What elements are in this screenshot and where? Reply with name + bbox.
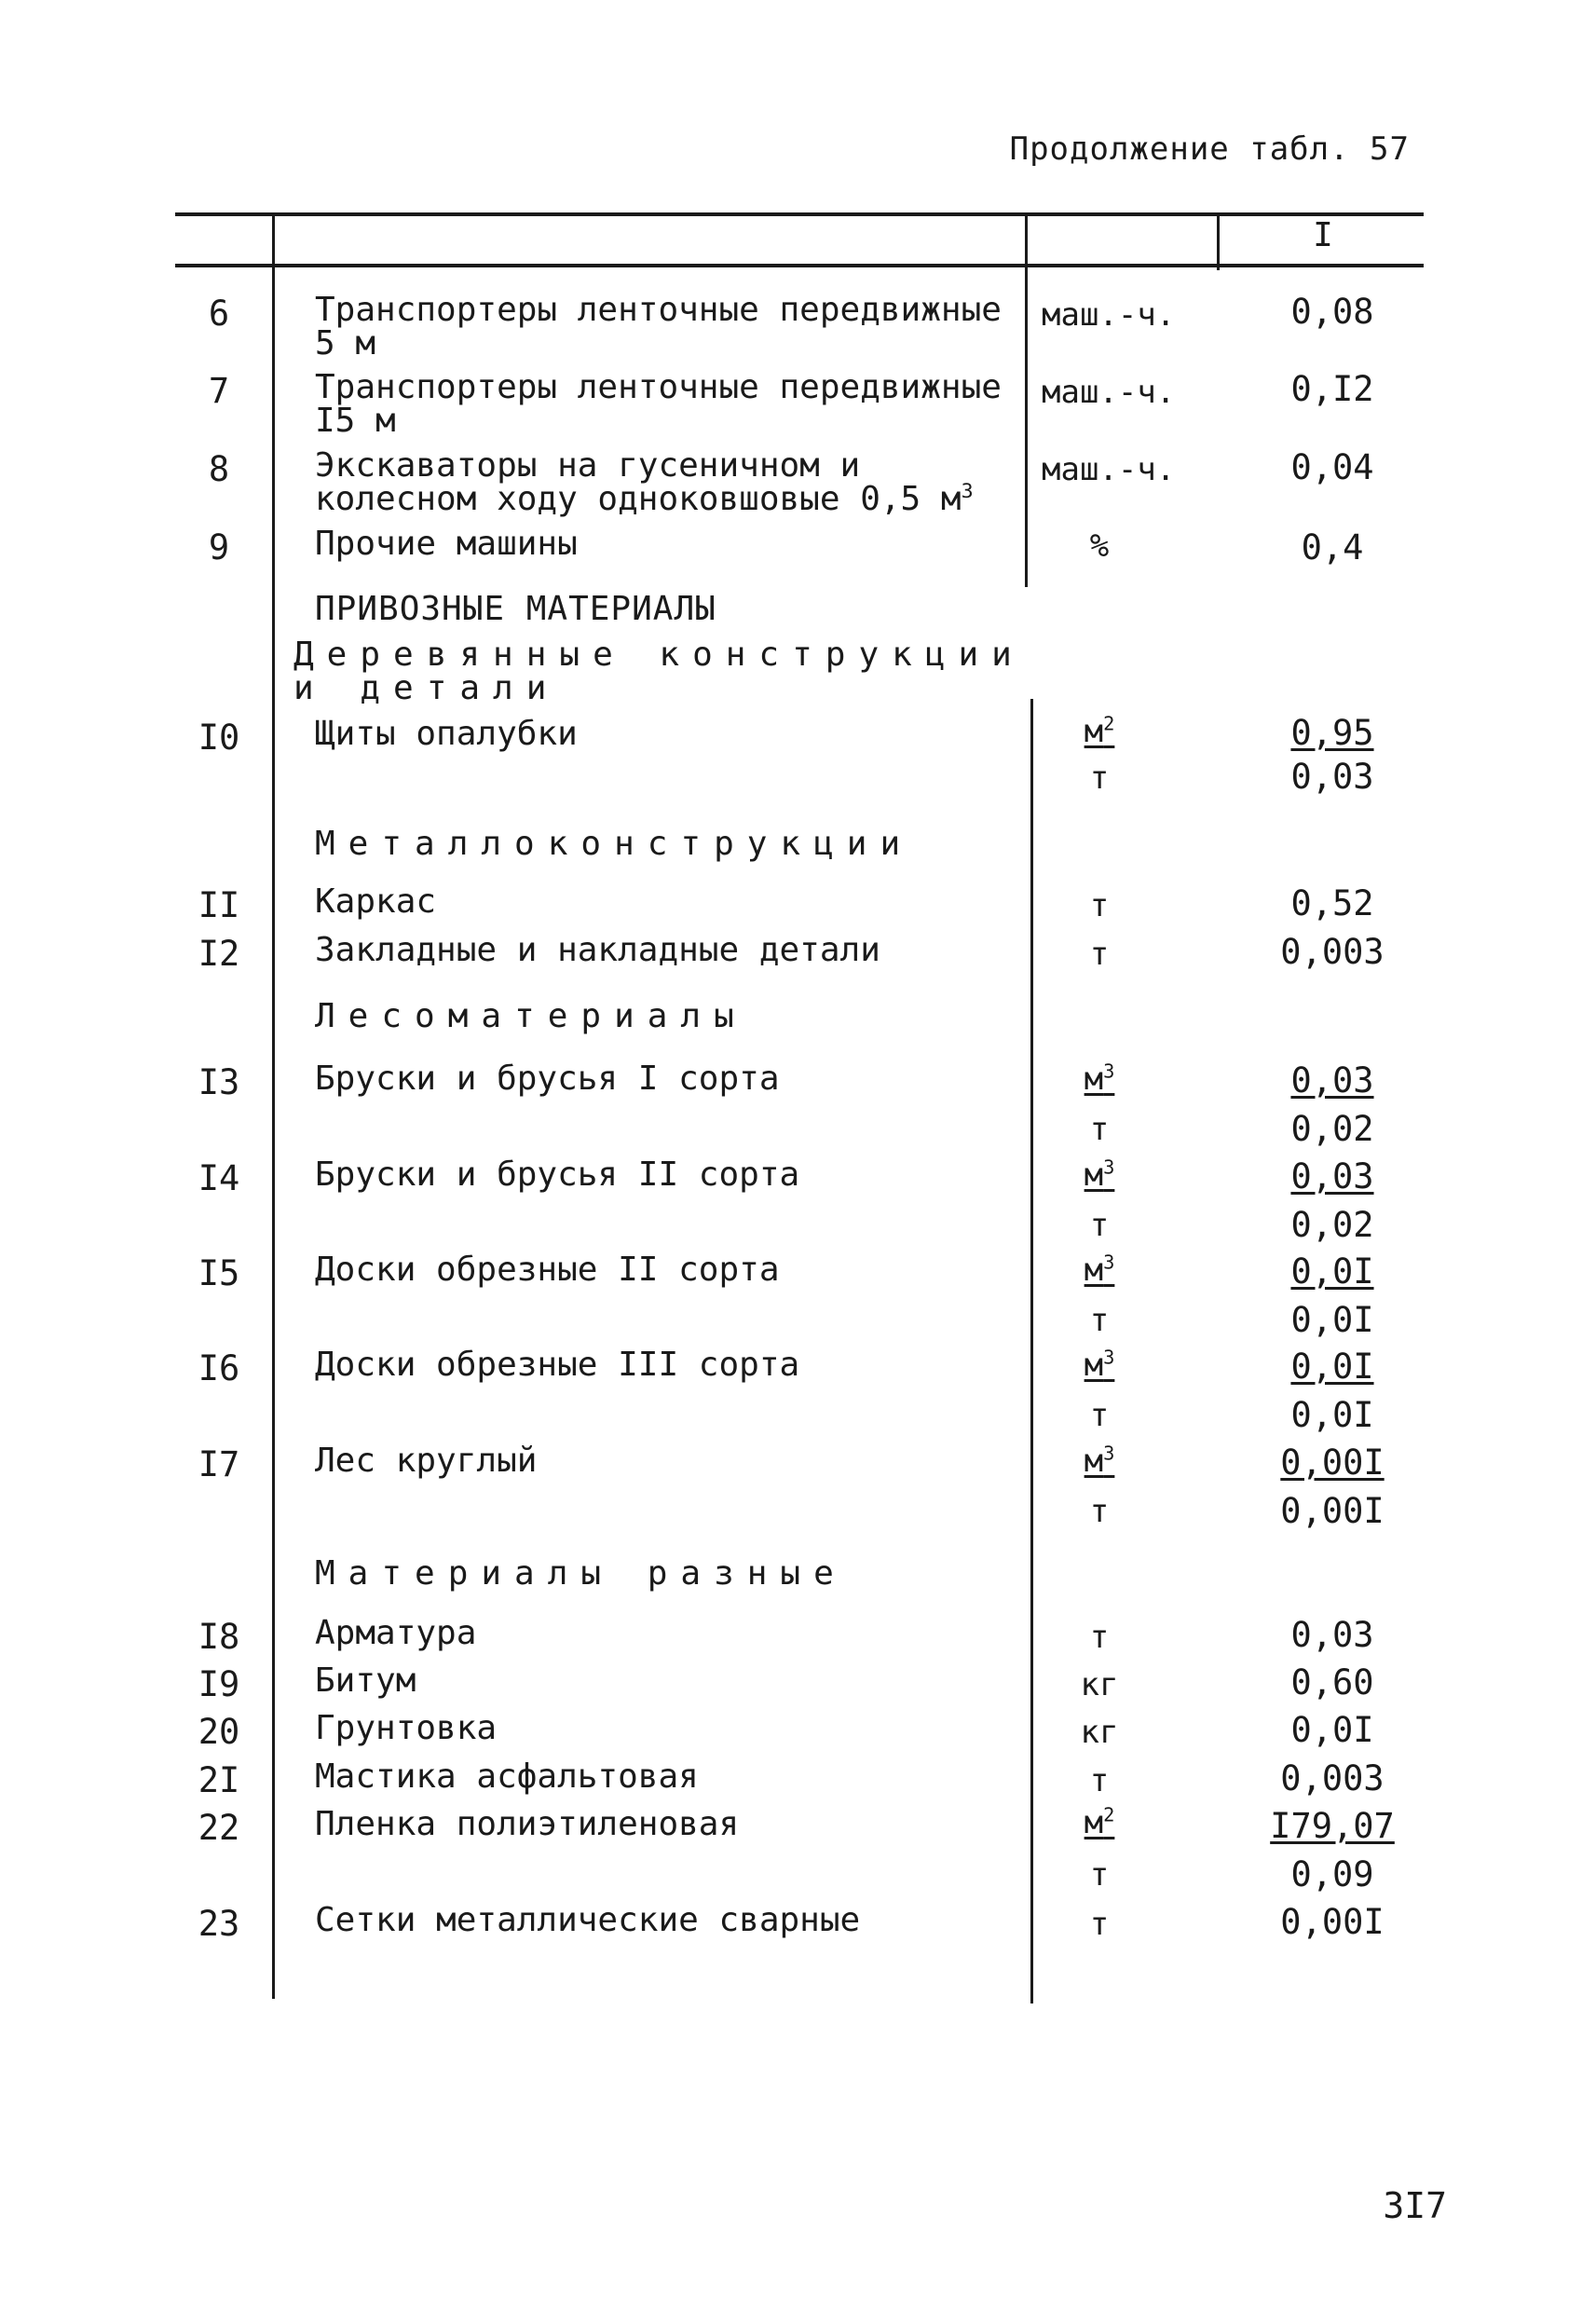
- row-name: Бруски и брусья I сорта: [315, 1060, 780, 1098]
- row-value-secondary: 0,02: [1290, 1109, 1374, 1149]
- row-number: 23: [198, 1904, 240, 1944]
- row-unit: маш.-ч.: [1042, 451, 1176, 488]
- row-unit: $м^3$: [1084, 1346, 1115, 1384]
- row-unit: т: [1089, 1619, 1110, 1656]
- row-name: Мастика асфальтовая: [315, 1757, 699, 1796]
- row-number: I8: [198, 1617, 240, 1657]
- row-number: I4: [198, 1158, 240, 1198]
- row-number: II: [198, 885, 240, 925]
- section-heading: Деревянные конструкции и детали: [293, 636, 1025, 707]
- row-name: Пленка полиэтиленовая: [315, 1805, 740, 1843]
- row-number: I5: [198, 1253, 240, 1293]
- row-unit: т: [1089, 1762, 1110, 1799]
- row-name: Битум: [315, 1661, 416, 1700]
- row-number: I0: [198, 718, 240, 758]
- row-value: 0,4: [1301, 527, 1364, 567]
- row-value: 0,52: [1290, 883, 1374, 923]
- column-header-1: I: [1313, 216, 1333, 254]
- row-name: Прочие машины: [315, 525, 578, 563]
- row-value: 0,03: [1290, 1060, 1374, 1101]
- row-value: 0,00I: [1280, 1902, 1385, 1942]
- row-number: I7: [198, 1444, 240, 1484]
- row-unit: т: [1089, 1906, 1110, 1943]
- row-unit-secondary: т: [1089, 1207, 1110, 1244]
- row-value: 0,003: [1280, 1758, 1385, 1798]
- row-unit: $м^2$: [1084, 1803, 1115, 1841]
- row-name: Экскаваторы на гусеничном и колесном ходу одноковшовые 0,5 $м^3$: [315, 446, 974, 518]
- row-name: Щиты опалубки: [315, 715, 578, 753]
- row-value-secondary: 0,02: [1290, 1205, 1374, 1245]
- row-number: I3: [198, 1062, 240, 1102]
- column-divider-2: [1025, 214, 1028, 587]
- row-unit: т: [1089, 936, 1110, 973]
- row-unit: $м^3$: [1084, 1251, 1115, 1289]
- row-value-secondary: 0,0I: [1290, 1395, 1374, 1435]
- row-unit: кг: [1080, 1714, 1119, 1751]
- section-heading: ПРИВОЗНЫЕ МАТЕРИАЛЫ: [315, 590, 716, 628]
- table-continuation-header: Продолжение табл. 57: [1009, 130, 1410, 168]
- row-name: Сетки металлические сварные: [315, 1901, 861, 1939]
- row-number: 6: [208, 294, 230, 334]
- row-value: 0,60: [1290, 1662, 1374, 1702]
- row-value-secondary: 0,09: [1290, 1854, 1374, 1894]
- row-unit: $м^2$: [1084, 712, 1115, 750]
- row-name: Бруски и брусья II сорта: [315, 1156, 800, 1194]
- row-unit: $м^3$: [1084, 1156, 1115, 1194]
- section-heading: Материалы разные: [315, 1554, 847, 1593]
- row-value: 0,0I: [1290, 1251, 1374, 1292]
- section-heading: Металлоконструкции: [315, 825, 914, 863]
- row-name: Каркас: [315, 882, 437, 921]
- row-number: 9: [208, 527, 230, 567]
- row-name: Доски обрезные II сорта: [315, 1251, 780, 1289]
- row-name: Грунтовка: [315, 1709, 498, 1747]
- row-value: 0,08: [1290, 292, 1374, 332]
- row-unit-secondary: т: [1089, 1856, 1110, 1894]
- row-unit: кг: [1080, 1666, 1119, 1703]
- row-value: 0,003: [1280, 932, 1385, 972]
- row-value-secondary: 0,03: [1290, 757, 1374, 797]
- row-value-secondary: 0,0I: [1290, 1300, 1374, 1340]
- row-unit-secondary: т: [1089, 1111, 1110, 1148]
- row-unit-secondary: т: [1089, 1302, 1110, 1339]
- row-value: 0,95: [1290, 713, 1374, 753]
- row-unit: $м^3$: [1084, 1442, 1115, 1480]
- row-value: I79,07: [1270, 1806, 1395, 1846]
- row-value: 0,I2: [1290, 369, 1374, 409]
- row-unit: маш.-ч.: [1042, 374, 1176, 411]
- row-number: I6: [198, 1348, 240, 1388]
- row-number: 22: [198, 1808, 240, 1848]
- row-value: 0,03: [1290, 1615, 1374, 1655]
- row-name: Транспортеры ленточные передвижные I5 м: [315, 368, 1002, 440]
- row-value-secondary: 0,00I: [1280, 1491, 1385, 1531]
- row-unit-secondary: т: [1089, 1397, 1110, 1434]
- page-number: 3I7: [1383, 2185, 1447, 2226]
- row-name: Закладные и накладные детали: [315, 931, 880, 969]
- column-divider-3: [1217, 214, 1220, 270]
- row-number: 2I: [198, 1760, 240, 1800]
- row-number: I2: [198, 934, 240, 974]
- row-name: Арматура: [315, 1614, 477, 1652]
- row-name: Транспортеры ленточные передвижные 5 м: [315, 291, 1002, 362]
- row-name: Доски обрезные III сорта: [315, 1346, 800, 1384]
- row-number: 7: [208, 371, 230, 411]
- row-number: I9: [198, 1664, 240, 1704]
- table-header-rule: [175, 264, 1424, 267]
- row-unit-secondary: т: [1089, 759, 1110, 797]
- row-value: 0,04: [1290, 447, 1374, 487]
- row-number: 8: [208, 449, 230, 489]
- row-number: 20: [198, 1712, 240, 1752]
- row-unit: %: [1089, 527, 1110, 565]
- row-unit: маш.-ч.: [1042, 296, 1176, 334]
- row-unit: $м^3$: [1084, 1060, 1115, 1098]
- section-heading: Лесоматериалы: [315, 997, 747, 1035]
- row-value: 0,03: [1290, 1156, 1374, 1197]
- row-value: 0,00I: [1280, 1443, 1385, 1483]
- row-value: 0,0I: [1290, 1347, 1374, 1387]
- row-unit-secondary: т: [1089, 1493, 1110, 1530]
- row-unit: т: [1089, 887, 1110, 924]
- row-value: 0,0I: [1290, 1710, 1374, 1750]
- row-name: Лес круглый: [315, 1442, 538, 1480]
